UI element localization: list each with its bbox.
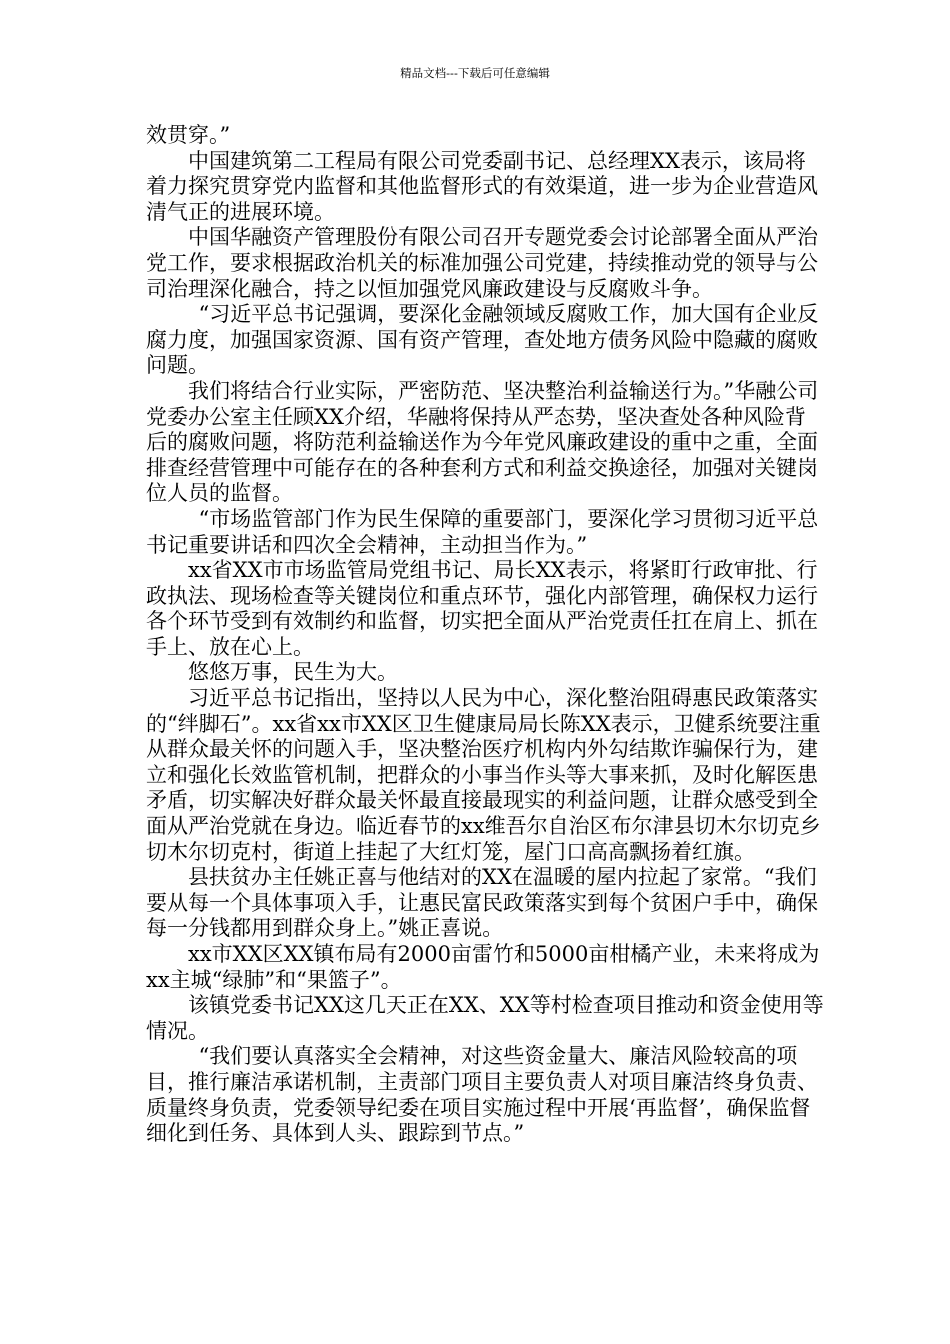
paragraph: 习近平总书记指出，坚持以人民为中心，深化整治阻碍惠民政策落实的“绊脚石”。xx省xx市XX区卫生健康局局长陈XX表示，卫健系统要注重从群众最关怀的问题入手，坚决整治医疗机构内外勾结欺诈骗保行为，建立和强化长效监管机制，把群众的小事当作头等大事来抓，及时化解医患矛盾，切实解决好群众最关怀最直接最现实的利益问题，让群众感受到全面从严治党就在身边。临近春节的xx维吾尔自治区布尔津县切木尔切克乡切木尔切克村，街道上挂起了大红灯笼，屋门口高高飘扬着红旗。 xyxy=(146,686,821,864)
paragraph: xx省XX市市场监管局党组书记、局长XX表示，将紧盯行政审批、行政执法、现场检查等关键岗位和重点环节，强化内部管理，确保权力运行各个环节受到有效制约和监督，切实把全面从严治党责任扛在肩上、抓在手上、放在心上。 xyxy=(146,558,818,659)
paragraph: xx市XX区XX镇布局有2000亩雷竹和5000亩柑橘产业，未来将成为xx主城“绿肺”和“果篮子”。 xyxy=(146,942,820,992)
paragraph: 中国华融资产管理股份有限公司召开专题党委会讨论部署全面从严治党工作，要求根据政治机关的标准加强公司党建，持续推动党的领导与公司治理深化融合，持之以恒加强党风廉政建设与反腐败斗争。 xyxy=(146,225,818,301)
paragraph: “市场监管部门作为民生保障的重要部门，要深化学习贯彻习近平总书记重要讲话和四次全会精神，主动担当作为。” xyxy=(146,506,819,557)
paragraph: 我们将结合行业实际，严密防范、坚决整治利益输送行为。”华融公司党委办公室主任顾XX介绍，华融将保持从严态势，坚决查处各种风险背后的腐败问题，将防范利益输送作为今年党风廉政建设的重中之重，全面排查经营管理中可能存在的各种套利方式和利益交换途径，加强对关键岗位人员的监督。 xyxy=(146,378,819,506)
paragraph: 效贯穿。” xyxy=(146,123,231,147)
paragraph: 中国建筑第二工程局有限公司党委副书记、总经理XX表示，该局将着力探究贯穿党内监督和其他监督形式的有效渠道，进一步为企业营造风清气正的进展环境。 xyxy=(146,148,818,224)
document-body xyxy=(146,123,826,1147)
paragraph: 县扶贫办主任姚正喜与他结对的XX在温暖的屋内拉起了家常。“我们要从每一个具体事项入手，让惠民富民政策落实到每个贫困户手中，确保每一分钱都用到群众身上。”姚正喜说。 xyxy=(146,865,818,941)
paragraph: “习近平总书记强调，要深化金融领域反腐败工作，加大国有企业反腐力度，加强国家资源、国有资产管理，查处地方债务风险中隐藏的腐败问题。 xyxy=(146,302,819,378)
paragraph: 该镇党委书记XX这几天正在XX、XX等村检查项目推动和资金使用等情况。 xyxy=(146,993,824,1043)
paragraph: “我们要认真落实全会精神，对这些资金量大、廉洁风险较高的项目，推行廉洁承诺机制，主责部门项目主要负责人对项目廉洁终身负责、质量终身负责，党委领导纪委在项目实施过程中开展‘再监督’，确保监督细化到任务、具体到人头、跟踪到节点。” xyxy=(146,1044,818,1146)
paragraph: 悠悠万事，民生为大。 xyxy=(188,660,398,685)
page-header: 精品文档---下载后可任意编辑 xyxy=(400,66,550,80)
